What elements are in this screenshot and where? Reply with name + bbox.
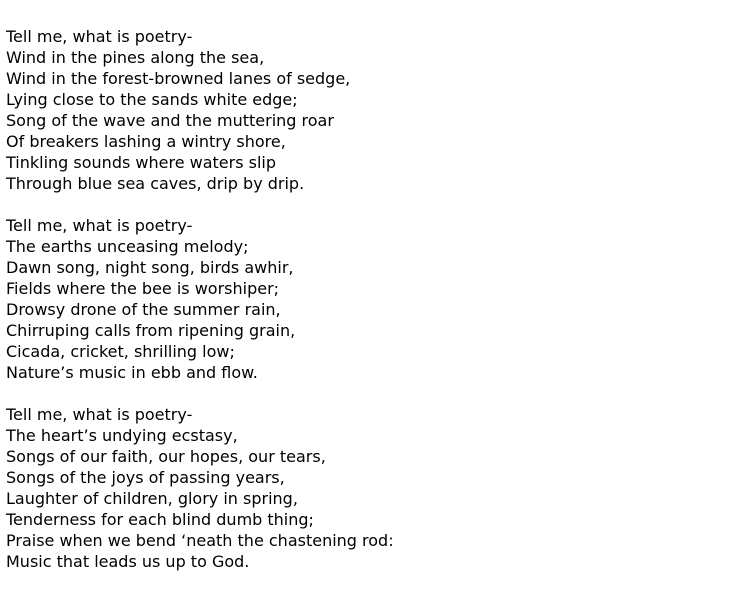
- poem-line: Songs of our faith, our hopes, our tears,: [6, 447, 326, 466]
- stanza-2: [6, 215, 394, 383]
- poem-line: Tenderness for each blind dumb thing;: [6, 510, 314, 529]
- poem-line: Tinkling sounds where waters slip: [6, 153, 277, 172]
- poem-line: Tell me, what is poetry-: [6, 216, 193, 235]
- poem-line: Lying close to the sands white edge;: [6, 90, 298, 109]
- poem-line: Praise when we bend ‘neath the chastening rod:: [6, 531, 394, 550]
- poem-line: Drowsy drone of the summer rain,: [6, 300, 281, 319]
- poem-line: Tell me, what is poetry-: [6, 405, 193, 424]
- poem-line: Wind in the forest-browned lanes of sedge,: [6, 69, 351, 88]
- poem-line: Song of the wave and the muttering roar: [6, 111, 334, 130]
- poem-line: The heart’s undying ecstasy,: [6, 426, 238, 445]
- poem-line: The earths unceasing melody;: [6, 237, 249, 256]
- poem-text: [6, 26, 394, 593]
- poem-line: Cicada, cricket, shrilling low;: [6, 342, 235, 361]
- poem-line: Songs of the joys of passing years,: [6, 468, 285, 487]
- poem-line: Music that leads us up to God.: [6, 552, 250, 571]
- poem-line: Tell me, what is poetry-: [6, 27, 193, 46]
- stanza-3: [6, 404, 394, 572]
- poem-line: Fields where the bee is worshiper;: [6, 279, 280, 298]
- poem-line: Nature’s music in ebb and flow.: [6, 363, 258, 382]
- poem-line: Through blue sea caves, drip by drip.: [6, 174, 305, 193]
- poem-line: Chirruping calls from ripening grain,: [6, 321, 296, 340]
- poem-line: Laughter of children, glory in spring,: [6, 489, 298, 508]
- stanza-1: [6, 26, 394, 194]
- poem-line: Dawn song, night song, birds awhir,: [6, 258, 294, 277]
- poem-line: Of breakers lashing a wintry shore,: [6, 132, 286, 151]
- poem-line: Wind in the pines along the sea,: [6, 48, 265, 67]
